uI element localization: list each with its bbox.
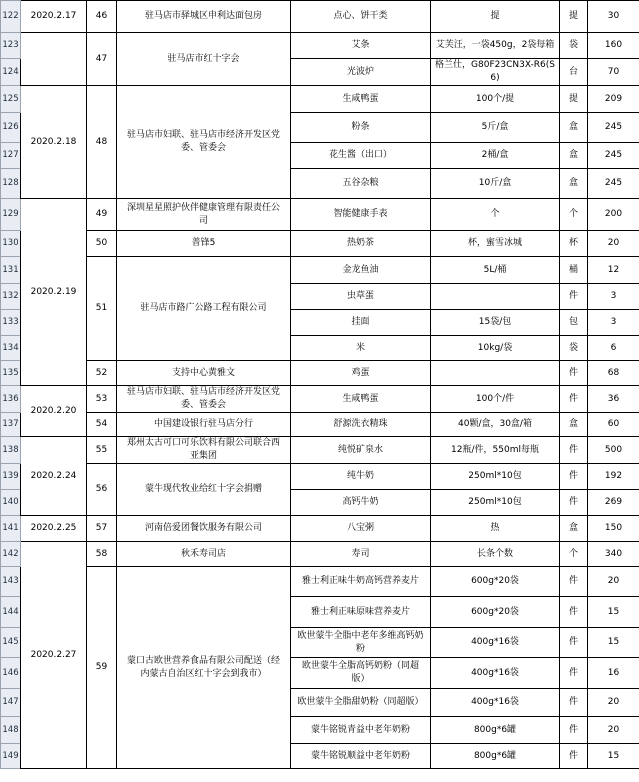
- table-row: [1, 413, 639, 437]
- unit-cell[interactable]: 件: [560, 464, 588, 490]
- row-number[interactable]: 129: [1, 199, 21, 231]
- unit-cell[interactable]: 杯: [560, 231, 588, 257]
- spec-cell[interactable]: 杯，蜜雪冰城: [431, 231, 560, 257]
- unit-cell[interactable]: 件: [560, 284, 588, 310]
- serial-cell[interactable]: 55: [87, 437, 117, 464]
- spec-cell[interactable]: 40颗/盒，30盒/箱: [431, 413, 560, 437]
- quantity-cell[interactable]: 70: [588, 59, 639, 86]
- item-cell[interactable]: 米: [291, 336, 431, 361]
- row-number[interactable]: 146: [1, 658, 21, 689]
- quantity-cell[interactable]: 20: [588, 717, 639, 744]
- spec-cell[interactable]: 2桶/盒: [431, 143, 560, 169]
- unit-cell[interactable]: 盒: [560, 143, 588, 169]
- spec-cell[interactable]: 800g*6罐: [431, 717, 560, 744]
- row-number[interactable]: 148: [1, 717, 21, 744]
- item-cell[interactable]: 挂面: [291, 310, 431, 336]
- spec-cell[interactable]: 个: [431, 199, 560, 231]
- date-cell[interactable]: 2020.2.18: [21, 86, 87, 199]
- unit-cell[interactable]: 桶: [560, 257, 588, 284]
- item-cell[interactable]: 蒙牛铭锐青益中老年奶粉: [291, 717, 431, 744]
- row-number[interactable]: 131: [1, 257, 21, 284]
- donor-cell[interactable]: 驻马店市红十字会: [117, 33, 291, 86]
- donor-cell[interactable]: 河南倍爱团餐饮服务有限公司: [117, 516, 291, 542]
- donor-cell[interactable]: 驻马店市驿城区申利达面包房: [117, 1, 291, 33]
- table-row: [1, 542, 639, 567]
- date-cell[interactable]: 2020.2.25: [21, 516, 87, 542]
- serial-cell[interactable]: 59: [87, 567, 117, 769]
- row-number[interactable]: 139: [1, 464, 21, 490]
- row-number[interactable]: 122: [1, 1, 21, 33]
- serial-cell[interactable]: 52: [87, 361, 117, 386]
- item-cell[interactable]: 智能健康手表: [291, 199, 431, 231]
- quantity-cell[interactable]: 15: [588, 744, 639, 769]
- spec-cell[interactable]: 400g*16袋: [431, 628, 560, 658]
- quantity-cell[interactable]: 36: [588, 386, 639, 413]
- unit-cell[interactable]: 台: [560, 59, 588, 86]
- spec-cell[interactable]: 热: [431, 516, 560, 542]
- quantity-cell[interactable]: 3: [588, 310, 639, 336]
- table-row: [1, 437, 639, 464]
- unit-cell[interactable]: 件: [560, 717, 588, 744]
- unit-cell[interactable]: 盒: [560, 413, 588, 437]
- unit-cell[interactable]: 个: [560, 199, 588, 231]
- item-cell[interactable]: 欧世蒙牛全脂中老年多维高钙奶粉: [291, 628, 431, 658]
- row-number[interactable]: 126: [1, 113, 21, 143]
- item-cell[interactable]: 金龙鱼油: [291, 257, 431, 284]
- item-cell[interactable]: 光波炉: [291, 59, 431, 86]
- item-cell[interactable]: 热奶茶: [291, 231, 431, 257]
- row-number[interactable]: 142: [1, 542, 21, 567]
- row-number[interactable]: 144: [1, 597, 21, 628]
- item-cell[interactable]: 纯悦矿泉水: [291, 437, 431, 464]
- spec-cell[interactable]: 800g*6罐: [431, 744, 560, 769]
- row-number[interactable]: 143: [1, 567, 21, 597]
- serial-cell[interactable]: 57: [87, 516, 117, 542]
- table-row: [1, 1, 639, 33]
- quantity-cell[interactable]: 245: [588, 143, 639, 169]
- quantity-cell[interactable]: 68: [588, 361, 639, 386]
- date-cell[interactable]: 2020.2.19: [21, 199, 87, 386]
- donor-cell[interactable]: 驻马店市路广公路工程有限公司: [117, 257, 291, 361]
- spec-cell[interactable]: 10斤/盒: [431, 169, 560, 199]
- unit-cell[interactable]: 盒: [560, 113, 588, 143]
- item-cell[interactable]: 艾条: [291, 33, 431, 59]
- item-cell[interactable]: 花生酱（出口）: [291, 143, 431, 169]
- item-cell[interactable]: 欧世蒙牛全脂甜奶粉（同超版）: [291, 689, 431, 717]
- row-number[interactable]: 124: [1, 59, 21, 86]
- quantity-cell[interactable]: 340: [588, 542, 639, 567]
- spec-cell[interactable]: 250ml*10包: [431, 464, 560, 490]
- item-cell[interactable]: 虫草蛋: [291, 284, 431, 310]
- row-number[interactable]: 149: [1, 744, 21, 769]
- row-number[interactable]: 134: [1, 336, 21, 361]
- row-number[interactable]: 125: [1, 86, 21, 113]
- unit-cell[interactable]: 件: [560, 361, 588, 386]
- serial-cell[interactable]: 49: [87, 199, 117, 231]
- quantity-cell[interactable]: 15: [588, 628, 639, 658]
- donor-cell[interactable]: 蒙牛现代牧业给红十字会捐赠: [117, 464, 291, 516]
- item-cell[interactable]: 生咸鸭蛋: [291, 86, 431, 113]
- unit-cell[interactable]: 件: [560, 386, 588, 413]
- spec-cell[interactable]: 5斤/盒: [431, 113, 560, 143]
- row-number[interactable]: 128: [1, 169, 21, 199]
- spec-cell[interactable]: 100个/提: [431, 86, 560, 113]
- spec-cell[interactable]: 12瓶/件，550ml每瓶: [431, 437, 560, 464]
- quantity-cell[interactable]: 209: [588, 86, 639, 113]
- unit-cell[interactable]: 袋: [560, 336, 588, 361]
- row-number[interactable]: 123: [1, 33, 21, 59]
- row-number[interactable]: 147: [1, 689, 21, 717]
- row-number[interactable]: 145: [1, 628, 21, 658]
- date-cell[interactable]: 2020.2.17: [21, 1, 87, 33]
- quantity-cell[interactable]: 3: [588, 284, 639, 310]
- serial-cell[interactable]: 48: [87, 86, 117, 199]
- quantity-cell[interactable]: 20: [588, 567, 639, 597]
- item-cell[interactable]: 五谷杂粮: [291, 169, 431, 199]
- spec-cell[interactable]: 5L/桶: [431, 257, 560, 284]
- quantity-cell[interactable]: 245: [588, 113, 639, 143]
- item-cell[interactable]: 八宝粥: [291, 516, 431, 542]
- donor-cell[interactable]: 普锋5: [117, 231, 291, 257]
- quantity-cell[interactable]: 15: [588, 597, 639, 628]
- unit-cell[interactable]: 件: [560, 597, 588, 628]
- table-row: [1, 33, 639, 59]
- table-row: [1, 516, 639, 542]
- serial-cell[interactable]: 47: [87, 33, 117, 86]
- unit-cell[interactable]: 包: [560, 310, 588, 336]
- unit-cell[interactable]: 件: [560, 689, 588, 717]
- serial-cell[interactable]: 50: [87, 231, 117, 257]
- item-cell[interactable]: 雅士利正味牛奶高钙营养麦片: [291, 567, 431, 597]
- row-number[interactable]: 137: [1, 413, 21, 437]
- quantity-cell[interactable]: 60: [588, 413, 639, 437]
- quantity-cell[interactable]: 160: [588, 33, 639, 59]
- table-row: [1, 361, 639, 386]
- quantity-cell[interactable]: 192: [588, 464, 639, 490]
- unit-cell[interactable]: 提: [560, 86, 588, 113]
- item-cell[interactable]: 鸡蛋: [291, 361, 431, 386]
- quantity-cell[interactable]: 245: [588, 169, 639, 199]
- row-number[interactable]: 136: [1, 386, 21, 413]
- quantity-cell[interactable]: 20: [588, 689, 639, 717]
- spec-cell[interactable]: [431, 284, 560, 310]
- date-cell[interactable]: 2020.2.27: [21, 542, 87, 769]
- date-cell[interactable]: [21, 33, 87, 86]
- spec-cell[interactable]: 600g*20袋: [431, 567, 560, 597]
- donor-cell[interactable]: 驻马店市妇联、驻马店市经济开发区党委、管委会: [117, 86, 291, 199]
- date-cell[interactable]: 2020.2.24: [21, 437, 87, 516]
- spec-cell[interactable]: 15袋/包: [431, 310, 560, 336]
- quantity-cell[interactable]: 269: [588, 490, 639, 516]
- spec-cell[interactable]: 250ml*10包: [431, 490, 560, 516]
- item-cell[interactable]: 寿司: [291, 542, 431, 567]
- table-row: [1, 257, 639, 284]
- table-row: [1, 86, 639, 113]
- item-cell[interactable]: 高钙牛奶: [291, 490, 431, 516]
- table-row: [1, 199, 639, 231]
- serial-cell[interactable]: 51: [87, 257, 117, 361]
- row-number[interactable]: 135: [1, 361, 21, 386]
- quantity-cell[interactable]: 6: [588, 336, 639, 361]
- item-cell[interactable]: 蒙牛铭锐顺益中老年奶粉: [291, 744, 431, 769]
- unit-cell[interactable]: 件: [560, 658, 588, 689]
- quantity-cell[interactable]: 150: [588, 516, 639, 542]
- spec-cell[interactable]: 长条个数: [431, 542, 560, 567]
- date-cell[interactable]: 2020.2.20: [21, 386, 87, 437]
- unit-cell[interactable]: 件: [560, 744, 588, 769]
- row-number[interactable]: 130: [1, 231, 21, 257]
- item-cell[interactable]: 雅士利正味原味营养麦片: [291, 597, 431, 628]
- row-number[interactable]: 140: [1, 490, 21, 516]
- item-cell[interactable]: 纯牛奶: [291, 464, 431, 490]
- unit-cell[interactable]: 盒: [560, 516, 588, 542]
- serial-cell[interactable]: 54: [87, 413, 117, 437]
- donor-cell[interactable]: 深圳星星照护伙伴健康管理有限责任公司: [117, 199, 291, 231]
- donor-cell[interactable]: 郑州太古可口可乐饮料有限公司联合西亚集团: [117, 437, 291, 464]
- unit-cell[interactable]: 个: [560, 542, 588, 567]
- unit-cell[interactable]: 件: [560, 628, 588, 658]
- table-row: [1, 386, 639, 413]
- spec-cell[interactable]: 600g*20袋: [431, 597, 560, 628]
- quantity-cell[interactable]: 20: [588, 231, 639, 257]
- table-row: [1, 464, 639, 490]
- unit-cell[interactable]: 件: [560, 567, 588, 597]
- item-cell[interactable]: 舒源洗衣精珠: [291, 413, 431, 437]
- donor-cell[interactable]: 秋禾寿司店: [117, 542, 291, 567]
- donor-cell[interactable]: 蒙口古欧世营养食品有限公司配送（经内蒙古自治区红十字会到我市）: [117, 567, 291, 769]
- quantity-cell[interactable]: 200: [588, 199, 639, 231]
- row-number[interactable]: 132: [1, 284, 21, 310]
- donor-cell[interactable]: 支持中心黄雅文: [117, 361, 291, 386]
- donor-cell[interactable]: 驻马店市妇联、驻马店市经济开发区党委、管委会: [117, 386, 291, 413]
- row-number[interactable]: 141: [1, 516, 21, 542]
- serial-cell[interactable]: 53: [87, 386, 117, 413]
- quantity-cell[interactable]: 500: [588, 437, 639, 464]
- unit-cell[interactable]: 盒: [560, 169, 588, 199]
- row-number[interactable]: 138: [1, 437, 21, 464]
- row-number[interactable]: 133: [1, 310, 21, 336]
- donor-cell[interactable]: 中国建设银行驻马店分行: [117, 413, 291, 437]
- row-number[interactable]: 127: [1, 143, 21, 169]
- spec-cell[interactable]: 提: [431, 1, 560, 33]
- spec-cell[interactable]: 10kg/袋: [431, 336, 560, 361]
- serial-cell[interactable]: 56: [87, 464, 117, 516]
- unit-cell[interactable]: 件: [560, 490, 588, 516]
- spec-cell[interactable]: 格兰仕，G80F23CN3X-R6(S6): [431, 59, 560, 86]
- item-cell[interactable]: 粉条: [291, 113, 431, 143]
- item-cell[interactable]: 欧世蒙牛全脂高钙奶粉（同超版）: [291, 658, 431, 689]
- quantity-cell[interactable]: 12: [588, 257, 639, 284]
- quantity-cell[interactable]: 30: [588, 1, 639, 33]
- item-cell[interactable]: 点心、饼干类: [291, 1, 431, 33]
- spec-cell[interactable]: 100个/件: [431, 386, 560, 413]
- serial-cell[interactable]: 46: [87, 1, 117, 33]
- spec-cell[interactable]: 400g*16袋: [431, 658, 560, 689]
- unit-cell[interactable]: 件: [560, 437, 588, 464]
- spec-cell[interactable]: 艾芙汪，一袋450g，2袋每箱: [431, 33, 560, 59]
- spec-cell[interactable]: 400g*16袋: [431, 689, 560, 717]
- table-row: [1, 567, 639, 597]
- item-cell[interactable]: 生咸鸭蛋: [291, 386, 431, 413]
- spec-cell[interactable]: [431, 361, 560, 386]
- table-row: [1, 231, 639, 257]
- unit-cell[interactable]: 袋: [560, 33, 588, 59]
- unit-cell[interactable]: 提: [560, 1, 588, 33]
- serial-cell[interactable]: 58: [87, 542, 117, 567]
- quantity-cell[interactable]: 16: [588, 658, 639, 689]
